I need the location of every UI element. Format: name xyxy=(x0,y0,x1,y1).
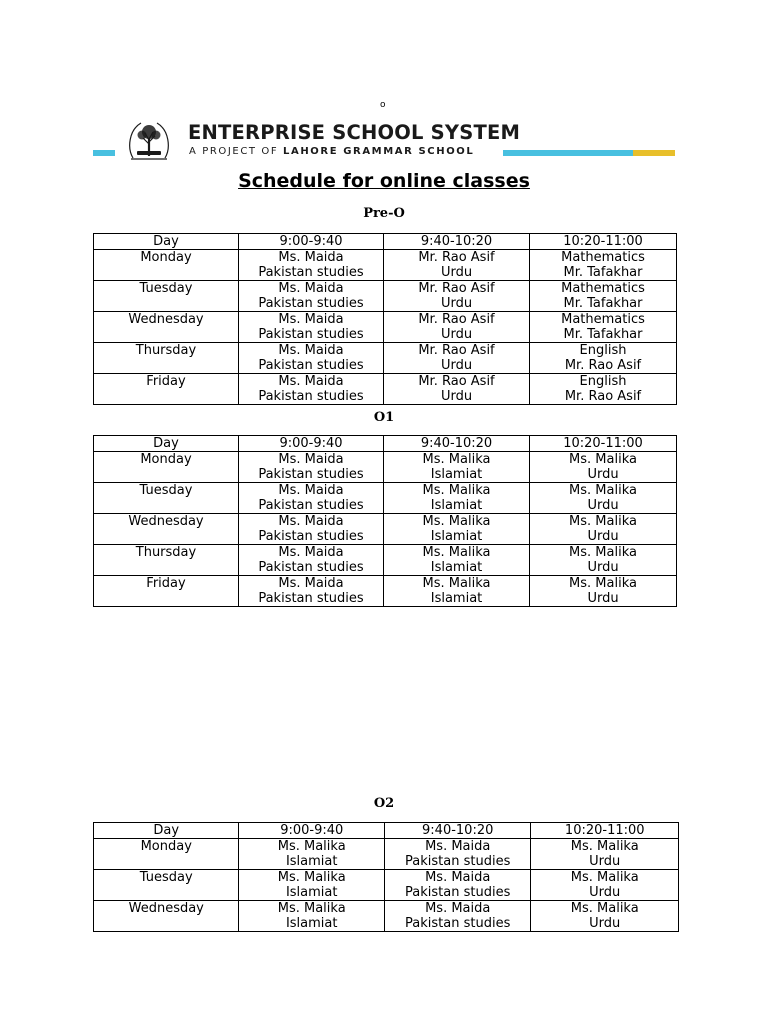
day-cell: Tuesday xyxy=(94,870,239,901)
slot-cell xyxy=(239,839,384,870)
slot-line-bottom: Urdu xyxy=(440,296,473,311)
slot-line-bottom: Urdu xyxy=(440,389,473,404)
slot-cell xyxy=(239,374,384,405)
day-cell: Thursday xyxy=(94,545,239,576)
table-row xyxy=(94,870,679,901)
slot-line-bottom: Islamiat xyxy=(430,467,483,482)
slot-cell xyxy=(530,250,677,281)
slot-line-top: Ms. Malika xyxy=(422,545,491,560)
slot-line-top: English xyxy=(579,374,627,389)
table-row xyxy=(94,312,677,343)
table-row xyxy=(94,901,679,932)
slot-line-bottom: Mr. Tafakhar xyxy=(563,327,643,342)
tree-emblem-icon xyxy=(123,118,175,162)
slot-line-top: Ms. Maida xyxy=(278,374,344,389)
slot-line-top: Ms. Malika xyxy=(570,901,639,916)
column-header: 9:40-10:20 xyxy=(384,234,530,250)
table-header-row xyxy=(94,436,677,452)
slot-line-bottom: Pakistan studies xyxy=(258,498,364,513)
slot-line-top: Mr. Rao Asif xyxy=(418,281,495,296)
column-header: 9:40-10:20 xyxy=(384,823,531,839)
slot-line-top: Ms. Maida xyxy=(278,483,344,498)
slot-line-bottom: Pakistan studies xyxy=(405,854,511,869)
slot-cell xyxy=(239,281,384,312)
column-header: 10:20-11:00 xyxy=(531,823,679,839)
slot-cell xyxy=(531,870,679,901)
day-cell: Thursday xyxy=(94,343,239,374)
day-cell: Friday xyxy=(94,374,239,405)
slot-line-bottom: Pakistan studies xyxy=(258,389,364,404)
slot-line-top: Ms. Malika xyxy=(570,870,639,885)
day-cell: Monday xyxy=(94,839,239,870)
slot-line-bottom: Urdu xyxy=(440,265,473,280)
slot-line-bottom: Pakistan studies xyxy=(258,327,364,342)
slot-line-top: Ms. Malika xyxy=(569,545,637,560)
table-row xyxy=(94,576,677,607)
column-header: 9:00-9:40 xyxy=(239,823,384,839)
day-cell: Wednesday xyxy=(94,312,239,343)
slot-line-bottom: Pakistan studies xyxy=(405,916,511,931)
slot-line-top: Ms. Malika xyxy=(422,576,491,591)
slot-line-bottom: Urdu xyxy=(587,498,619,513)
page-mark: o xyxy=(380,100,386,110)
slot-line-bottom: Urdu xyxy=(440,327,473,342)
slot-line-bottom: Islamiat xyxy=(430,498,483,513)
column-header: Day xyxy=(94,436,239,452)
slot-line-bottom: Pakistan studies xyxy=(258,560,364,575)
slot-cell xyxy=(384,514,530,545)
slot-line-bottom: Islamiat xyxy=(430,529,483,544)
slot-line-top: Ms. Maida xyxy=(278,343,344,358)
slot-line-top: Ms. Malika xyxy=(422,483,491,498)
table-row xyxy=(94,452,677,483)
slot-line-bottom: Urdu xyxy=(587,529,619,544)
slot-cell xyxy=(530,483,677,514)
slot-line-bottom: Pakistan studies xyxy=(258,265,364,280)
school-subtitle xyxy=(189,146,474,157)
slot-line-bottom: Mr. Rao Asif xyxy=(564,358,642,373)
slot-line-top: Ms. Maida xyxy=(278,514,344,529)
slot-line-top: Ms. Maida xyxy=(278,452,344,467)
slot-cell xyxy=(384,343,530,374)
slot-cell xyxy=(239,545,384,576)
slot-line-top: Mr. Rao Asif xyxy=(418,374,495,389)
slot-line-bottom: Mr. Tafakhar xyxy=(563,296,643,311)
slot-cell xyxy=(239,576,384,607)
slot-cell xyxy=(530,514,677,545)
table-header-row xyxy=(94,823,679,839)
subtitle-prefix: A PROJECT OF xyxy=(189,146,284,157)
table-row xyxy=(94,545,677,576)
school-name: ENTERPRISE SCHOOL SYSTEM xyxy=(188,121,521,144)
slot-cell xyxy=(530,576,677,607)
slot-line-top: Mr. Rao Asif xyxy=(418,312,495,327)
slot-cell xyxy=(384,870,531,901)
slot-line-top: Ms. Maida xyxy=(425,839,491,854)
slot-cell xyxy=(239,870,384,901)
column-header: 9:40-10:20 xyxy=(384,436,530,452)
column-header: Day xyxy=(94,234,239,250)
slot-cell xyxy=(384,250,530,281)
header-bar-left xyxy=(93,150,115,156)
slot-line-top: Ms. Malika xyxy=(569,514,637,529)
slot-line-bottom: Pakistan studies xyxy=(405,885,511,900)
day-cell: Monday xyxy=(94,250,239,281)
slot-line-top: Ms. Maida xyxy=(278,545,344,560)
slot-line-bottom: Urdu xyxy=(589,885,621,900)
table-row xyxy=(94,514,677,545)
slot-line-top: Ms. Malika xyxy=(277,901,346,916)
slot-cell xyxy=(530,312,677,343)
slot-line-top: Ms. Maida xyxy=(425,901,491,916)
slot-cell xyxy=(530,343,677,374)
day-cell: Tuesday xyxy=(94,483,239,514)
slot-cell xyxy=(384,312,530,343)
slot-cell xyxy=(239,901,384,932)
slot-cell xyxy=(530,374,677,405)
slot-line-bottom: Urdu xyxy=(587,591,619,606)
slot-line-bottom: Pakistan studies xyxy=(258,529,364,544)
slot-line-top: Ms. Malika xyxy=(277,839,346,854)
slot-cell xyxy=(384,483,530,514)
slot-line-bottom: Islamiat xyxy=(285,854,338,869)
slot-cell xyxy=(531,901,679,932)
slot-cell xyxy=(239,250,384,281)
schedule-table-o1 xyxy=(93,435,677,607)
slot-line-top: Mr. Rao Asif xyxy=(418,250,495,265)
table-row xyxy=(94,374,677,405)
slot-line-bottom: Pakistan studies xyxy=(258,467,364,482)
day-cell: Monday xyxy=(94,452,239,483)
slot-line-bottom: Pakistan studies xyxy=(258,591,364,606)
slot-line-top: Ms. Malika xyxy=(277,870,346,885)
header-bar-right xyxy=(503,150,633,156)
day-cell: Friday xyxy=(94,576,239,607)
slot-cell xyxy=(239,514,384,545)
slot-cell xyxy=(530,452,677,483)
slot-line-bottom: Islamiat xyxy=(285,885,338,900)
section-title-o1: O1 xyxy=(373,410,395,425)
slot-line-top: Ms. Maida xyxy=(425,870,491,885)
slot-line-bottom: Islamiat xyxy=(285,916,338,931)
column-header: 9:00-9:40 xyxy=(239,436,384,452)
slot-cell xyxy=(384,576,530,607)
table-row xyxy=(94,343,677,374)
slot-line-top: Mathematics xyxy=(561,250,645,265)
page-title: Schedule for online classes xyxy=(238,170,530,192)
day-cell: Wednesday xyxy=(94,901,239,932)
slot-cell xyxy=(239,312,384,343)
slot-cell xyxy=(239,343,384,374)
table-row xyxy=(94,281,677,312)
slot-line-bottom: Islamiat xyxy=(430,560,483,575)
subtitle-school: LAHORE GRAMMAR SCHOOL xyxy=(283,146,475,157)
slot-line-top: Mr. Rao Asif xyxy=(418,343,495,358)
slot-line-top: Ms. Maida xyxy=(278,576,344,591)
section-title-pre-o: Pre-O xyxy=(363,206,405,221)
column-header: 10:20-11:00 xyxy=(530,436,677,452)
slot-line-top: Mathematics xyxy=(561,281,645,296)
slot-line-bottom: Urdu xyxy=(587,467,619,482)
slot-line-bottom: Mr. Rao Asif xyxy=(564,389,642,404)
slot-line-top: Ms. Malika xyxy=(422,452,491,467)
slot-line-bottom: Mr. Tafakhar xyxy=(563,265,643,280)
slot-cell xyxy=(530,545,677,576)
slot-cell xyxy=(384,545,530,576)
table-row xyxy=(94,839,679,870)
section-title-o2: O2 xyxy=(373,796,395,811)
column-header: 10:20-11:00 xyxy=(530,234,677,250)
slot-cell xyxy=(384,901,531,932)
slot-line-top: Ms. Malika xyxy=(569,452,637,467)
slot-line-top: Ms. Maida xyxy=(278,281,344,296)
slot-line-top: Ms. Malika xyxy=(422,514,491,529)
header-bar-gold xyxy=(633,150,675,156)
slot-cell xyxy=(530,281,677,312)
slot-line-bottom: Urdu xyxy=(587,560,619,575)
schedule-table-o2 xyxy=(93,822,679,932)
slot-line-top: Ms. Malika xyxy=(569,576,637,591)
slot-line-bottom: Pakistan studies xyxy=(258,358,364,373)
schedule-table-pre-o xyxy=(93,233,677,405)
slot-line-top: English xyxy=(579,343,627,358)
slot-line-bottom: Urdu xyxy=(440,358,473,373)
school-header xyxy=(93,118,675,162)
table-row xyxy=(94,250,677,281)
slot-cell xyxy=(384,452,530,483)
slot-line-top: Mathematics xyxy=(561,312,645,327)
slot-line-top: Ms. Malika xyxy=(570,839,639,854)
slot-line-bottom: Urdu xyxy=(589,916,621,931)
column-header: 9:00-9:40 xyxy=(239,234,384,250)
slot-cell xyxy=(384,374,530,405)
table-row xyxy=(94,483,677,514)
slot-line-top: Ms. Maida xyxy=(278,312,344,327)
day-cell: Wednesday xyxy=(94,514,239,545)
slot-cell xyxy=(239,452,384,483)
table-header-row xyxy=(94,234,677,250)
column-header: Day xyxy=(94,823,239,839)
slot-line-top: Ms. Malika xyxy=(569,483,637,498)
slot-line-bottom: Pakistan studies xyxy=(258,296,364,311)
slot-line-bottom: Urdu xyxy=(589,854,621,869)
slot-line-top: Ms. Maida xyxy=(278,250,344,265)
slot-cell xyxy=(239,483,384,514)
slot-line-bottom: Islamiat xyxy=(430,591,483,606)
day-cell: Tuesday xyxy=(94,281,239,312)
slot-cell xyxy=(384,839,531,870)
slot-cell xyxy=(384,281,530,312)
slot-cell xyxy=(531,839,679,870)
